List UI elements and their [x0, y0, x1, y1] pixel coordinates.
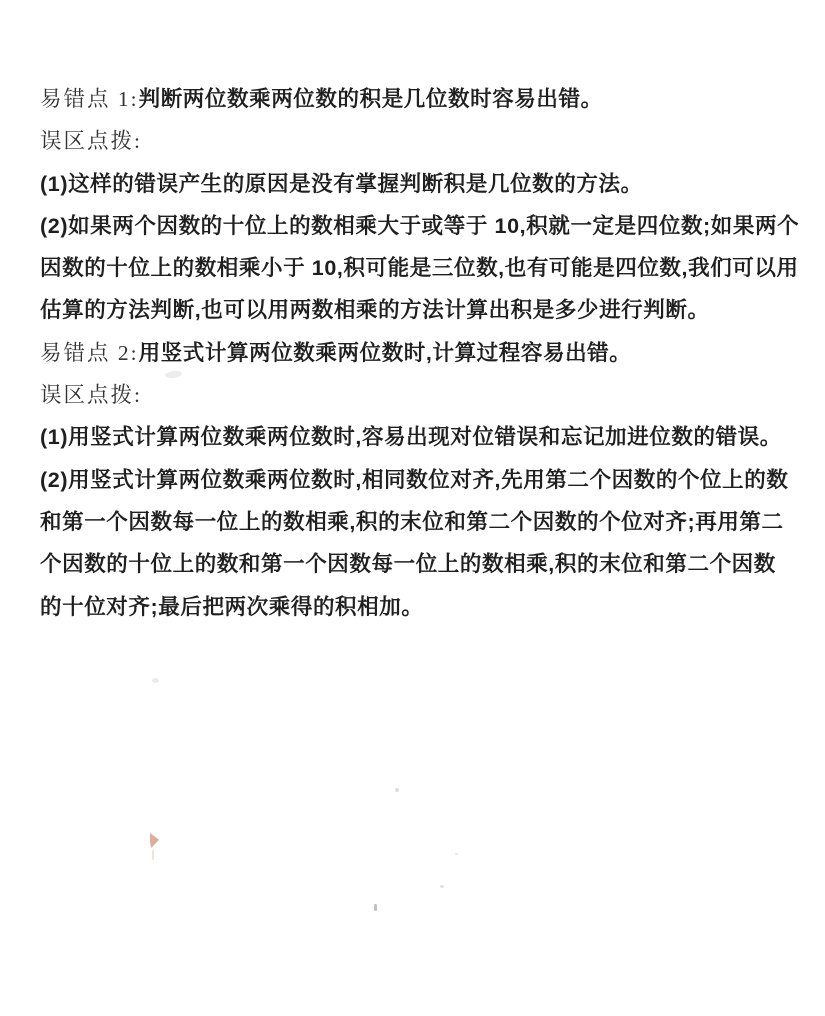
text-line	[40, 205, 800, 247]
misconception-label-1: 误区点拨:	[40, 129, 142, 154]
scan-artifact	[455, 853, 458, 855]
body-text: 因数的十位上的数相乘小于 10,积可能是三位数,也有可能是四位数,我们可以用	[40, 256, 799, 281]
text-line-misconception-header-1	[40, 120, 800, 162]
error-point-2-label: 易错点 2:	[40, 340, 139, 365]
error-point-2-heading: 用竖式计算两位数乘两位数时,计算过程容易出错。	[138, 340, 632, 365]
text-line	[40, 247, 800, 289]
body-text: (2)如果两个因数的十位上的数相乘大于或等于 10,积就一定是四位数;如果两个	[40, 213, 800, 238]
body-text: 的十位对齐;最后把两次乘得的积相加。	[40, 594, 424, 619]
body-text: (1)这样的错误产生的原因是没有掌握判断积是几位数的方法。	[40, 171, 643, 196]
scan-artifact	[395, 788, 399, 792]
body-text: (1)用竖式计算两位数乘两位数时,容易出现对位错误和忘记加进位数的错误。	[40, 425, 782, 450]
text-line-error-point-1	[40, 78, 800, 120]
body-text: 个因数的十位上的数和第一个因数每一位上的数相乘,积的末位和第二个因数	[40, 552, 776, 577]
scan-artifact	[440, 885, 444, 888]
text-line	[40, 163, 800, 205]
text-line-misconception-header-2	[40, 374, 800, 416]
error-point-1-label: 易错点 1:	[40, 87, 139, 111]
text-line	[40, 459, 800, 501]
scan-artifact	[152, 850, 154, 860]
body-text: 估算的方法判断,也可以用两数相乘的方法计算出积是多少进行判断。	[40, 298, 710, 323]
scan-artifact	[374, 904, 377, 911]
body-text: (2)用竖式计算两位数乘两位数时,相同数位对齐,先用第二个因数的个位上的数	[40, 467, 789, 492]
misconception-label-2: 误区点拨:	[40, 383, 142, 408]
text-line-error-point-2	[40, 332, 800, 374]
body-text: 和第一个因数每一位上的数相乘,积的末位和第二个因数的个位对齐;再用第二	[40, 509, 784, 534]
text-line	[40, 416, 800, 458]
text-line	[40, 501, 800, 543]
document-text-block	[40, 78, 800, 628]
text-line	[40, 586, 800, 628]
scan-artifact	[150, 833, 159, 848]
scan-artifact	[152, 678, 159, 683]
error-point-1-heading: 判断两位数乘两位数的积是几位数时容易出错。	[138, 87, 603, 111]
text-line	[40, 289, 800, 331]
text-line	[40, 543, 800, 585]
